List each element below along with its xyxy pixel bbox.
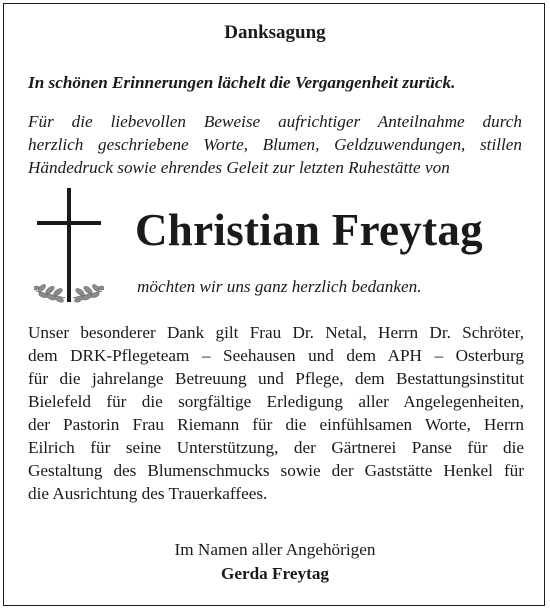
- body-line: Unser besonderer Dank gilt Frau Dr. Netal, Herrn Dr. Schröter,: [28, 323, 524, 342]
- deceased-name: Christian Freytag: [135, 205, 483, 255]
- body-line: die Ausrichtung des Trauerkaffees.: [28, 484, 268, 503]
- intro-line: herzlich geschriebene Worte, Blumen, Geldzuwendungen, stillen: [28, 135, 522, 154]
- laurel-branch-icon: [73, 283, 104, 303]
- intro-line: Für die liebevollen Beweise aufrichtiger Anteilnahme durch: [28, 112, 522, 131]
- closing-phrase: Im Namen aller Angehörigen: [174, 540, 376, 559]
- cross-horizontal-bar: [37, 221, 101, 225]
- body-line: Bielefeld für die sorgfältige Erledigung aller Angelegenheiten,: [28, 392, 524, 411]
- intro-paragraph: [28, 110, 522, 179]
- intro-line: Händedruck sowie ehrendes Geleit zur letzten Ruhestätte von: [28, 158, 450, 177]
- thanks-paragraph: [28, 321, 524, 505]
- notice-motto: In schönen Erinnerungen lächelt die Vergangenheit zurück.: [28, 73, 456, 92]
- signer-name: Gerda Freytag: [220, 564, 330, 583]
- cross-vertical-bar: [67, 188, 71, 302]
- short-thanks: möchten wir uns ganz herzlich bedanken.: [137, 277, 422, 296]
- laurel-branch-icon: [34, 283, 65, 303]
- body-line: der Pastorin Frau Riemann für die einfühlsamen Worte, Herrn: [28, 415, 524, 434]
- body-line: dem DRK-Pflegeteam – Seehausen und dem APH – Osterburg: [28, 346, 524, 365]
- body-line: für die jahrelange Betreuung und Pflege, dem Bestattungsinstitut: [28, 369, 524, 388]
- notice-heading: Danksagung: [224, 22, 326, 43]
- closing-block: [0, 538, 550, 586]
- cross-icon: [34, 188, 104, 306]
- body-line: Eilrich für seine Unterstützung, der Gärtnerei Panse für die: [28, 438, 524, 457]
- body-line: Gestaltung des Blumenschmucks sowie der Gaststätte Henkel für: [28, 461, 524, 480]
